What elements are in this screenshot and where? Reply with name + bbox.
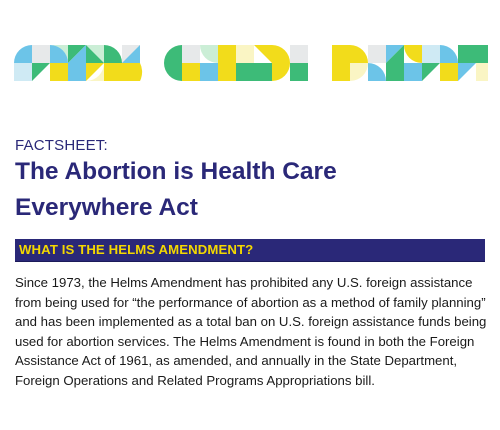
page-title bbox=[15, 154, 485, 226]
title-line-2: Everywhere Act bbox=[15, 194, 198, 221]
section-heading-bar bbox=[15, 239, 485, 262]
title-line-1: The Abortion is Health Care bbox=[15, 158, 337, 185]
banner-group-3 bbox=[332, 45, 488, 81]
factsheet-kicker: FACTSHEET: bbox=[15, 137, 108, 154]
section-heading: WHAT IS THE HELMS AMENDMENT? bbox=[19, 242, 254, 257]
banner-group-2 bbox=[164, 45, 308, 81]
decorative-banner bbox=[14, 45, 488, 81]
section-body-paragraph: Since 1973, the Helms Amendment has prohibited any U.S. foreign assistance from being used for “the performance of abortion as a method of family planning” and has been implemented as a total ban on U.S. foreign assistance funds being used for abortion services. The Helms Amendment is found in both the Foreign Assistance Act of 1961, as amended, and annually in the State Department, Foreign Operations and Related Programs Appropriations bill. bbox=[15, 275, 487, 388]
banner-group-1 bbox=[14, 45, 142, 81]
